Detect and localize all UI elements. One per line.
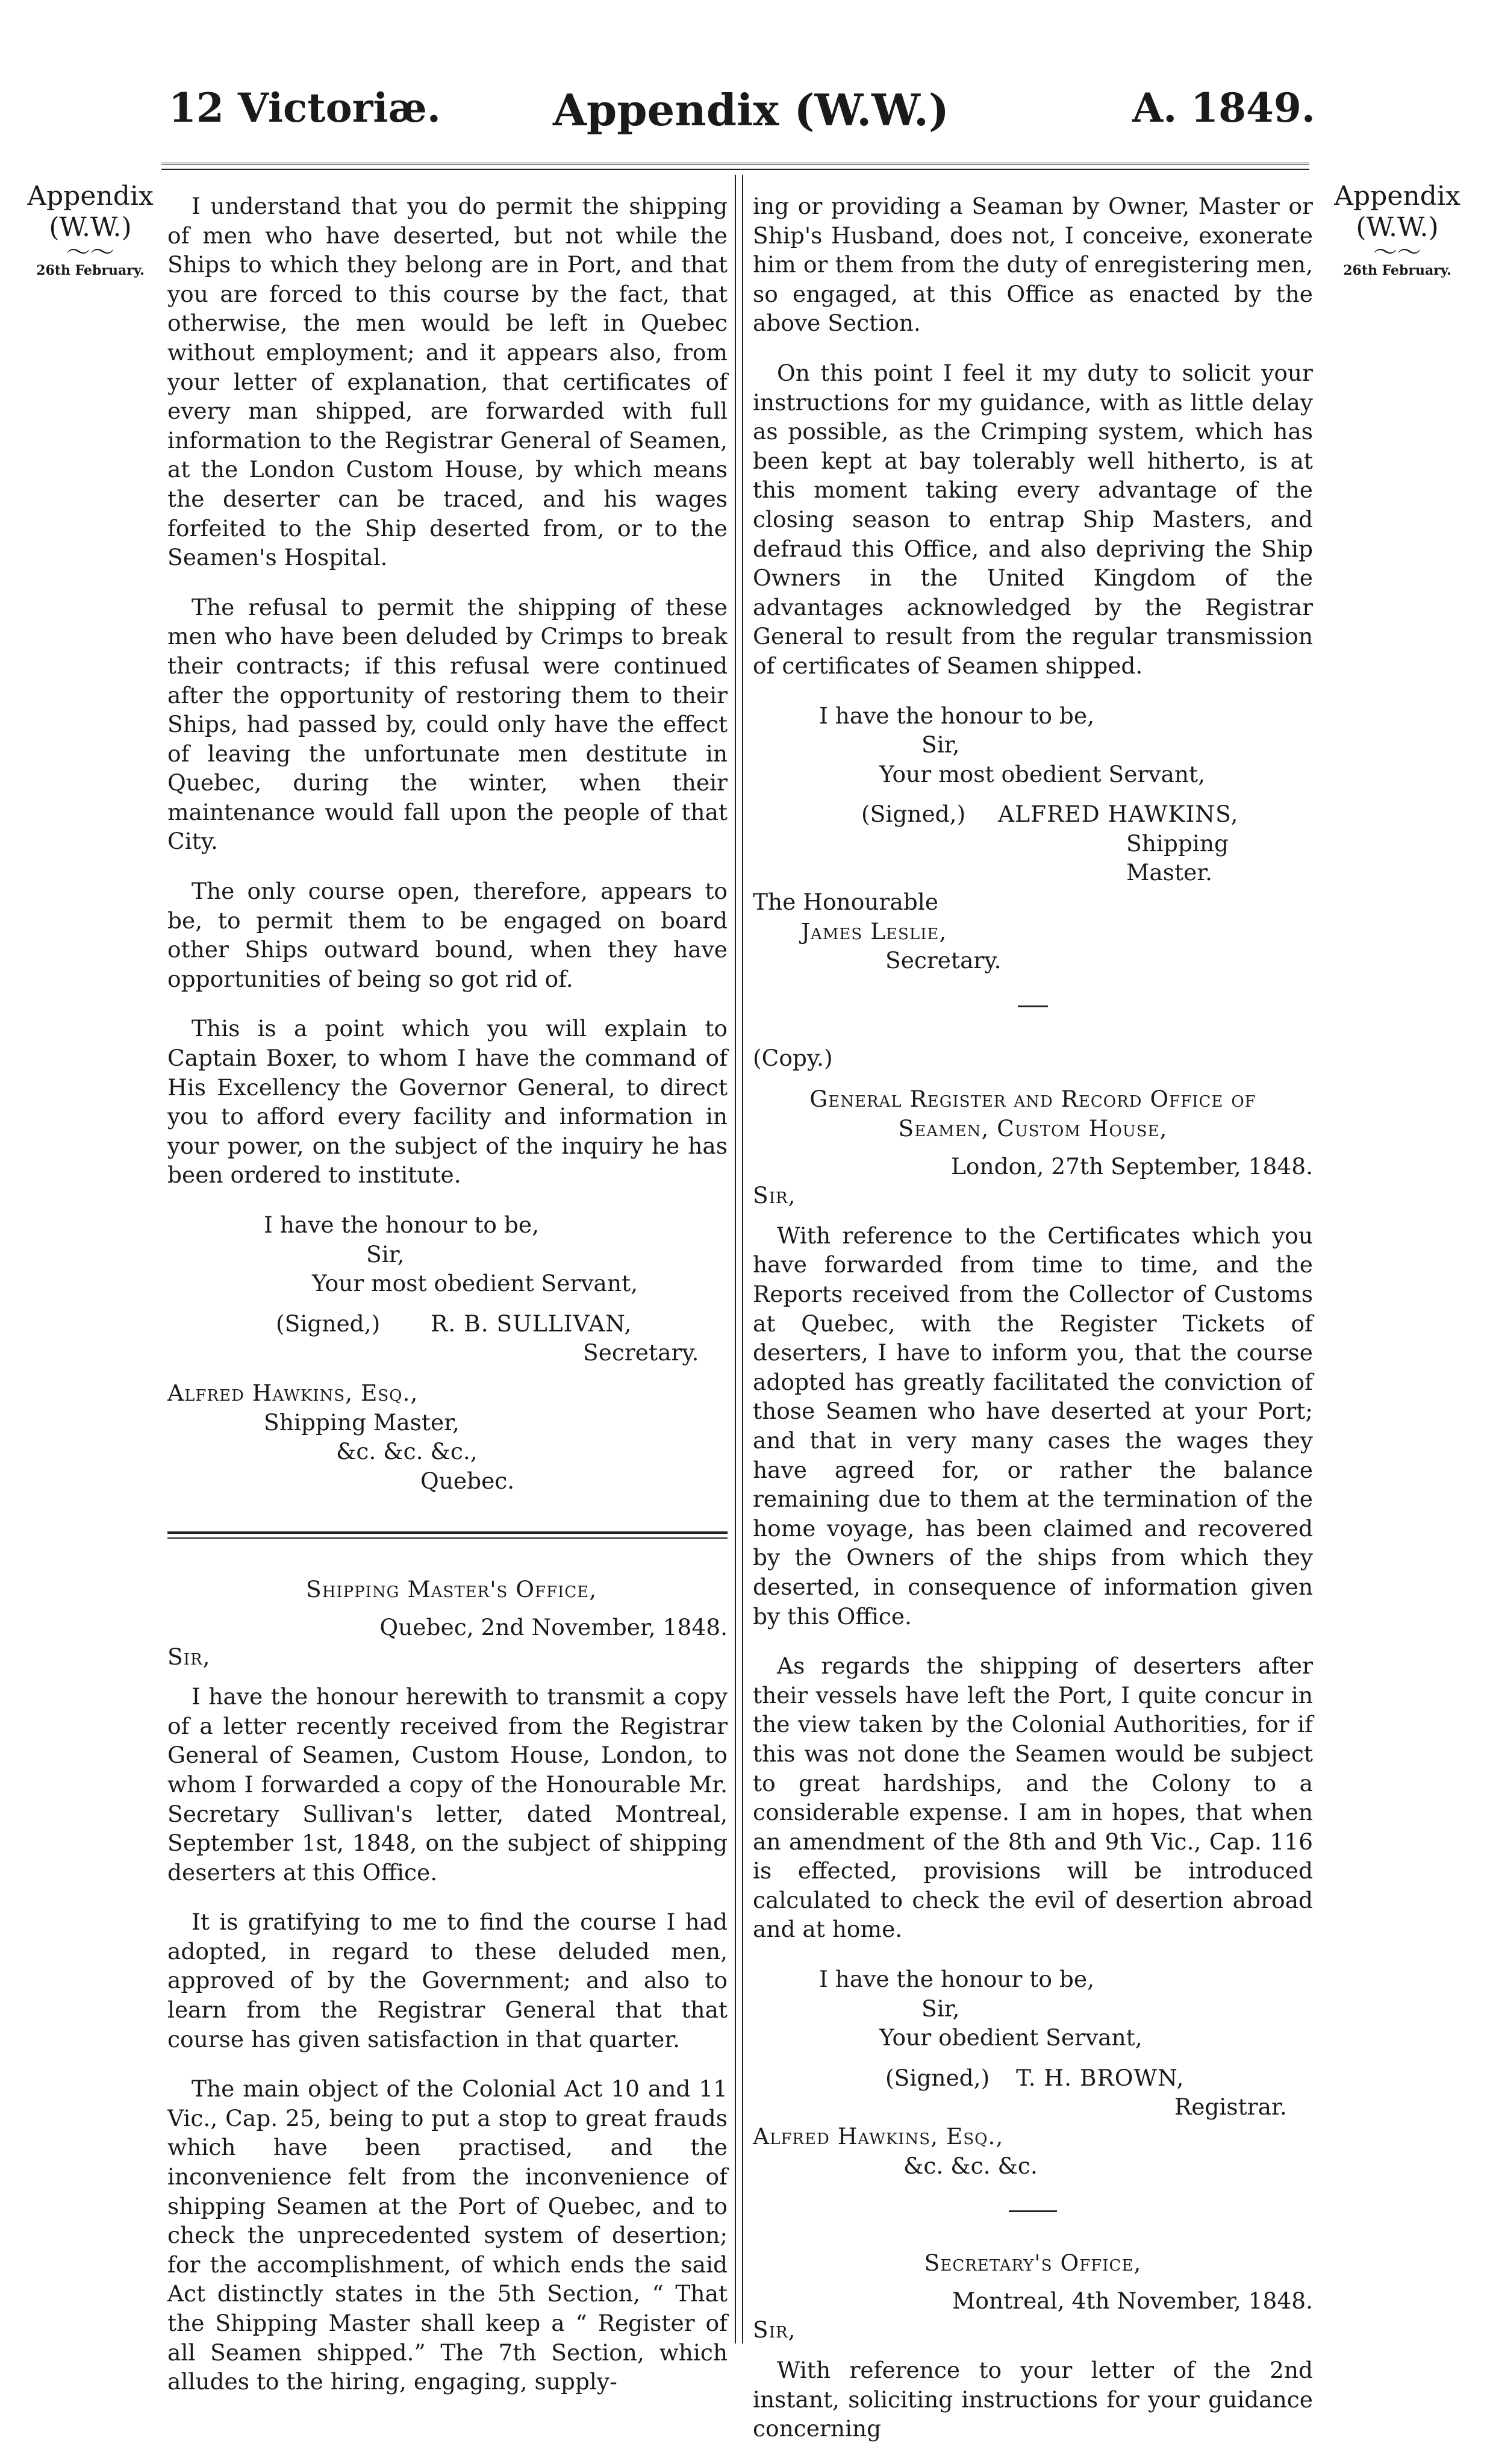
section-rule <box>1009 2210 1057 2212</box>
closing-line: Your most obedient Servant, <box>879 760 1206 787</box>
margin-note-date: 26th February. <box>1343 263 1451 278</box>
paragraph: I understand that you do permit the shipping of men who have deserted, but not while the Ships to which they belong are in Port, and that you are forced to this course by the fact, that otherwise, the men would be left in Quebec without employment; and it appears also, from your letter of explanation, that certificates of every man shipped, are forwarded with full information to the Registrar General of Seamen, at the London Custom House, by which means the deserter can be traced, and his wages forfeited to the Ship deserted from, or to the Seamen's Hospital. <box>167 193 728 571</box>
header-appendix: Appendix (W.W.) <box>553 84 949 136</box>
address-line: &c. &c. &c., <box>336 1438 478 1465</box>
address-line: Quebec. <box>420 1467 515 1494</box>
address-line: The Honourable <box>753 889 938 916</box>
margin-note-sub: (W.W.) <box>49 212 132 243</box>
margin-note-sub: (W.W.) <box>1356 212 1439 243</box>
closing-line: Your obedient Servant, <box>879 2024 1142 2051</box>
margin-note-title: Appendix <box>27 181 154 211</box>
margin-note-left <box>18 181 163 280</box>
address-line: James Leslie, <box>801 918 947 945</box>
dateline: Montreal, 4th November, 1848. <box>952 2287 1313 2314</box>
header-rule <box>161 163 1309 170</box>
closing-line: Your most obedient Servant, <box>312 1270 638 1297</box>
margin-note-ornament: 〜〜 <box>1373 239 1421 266</box>
signer-title: Registrar. <box>1174 2093 1287 2121</box>
signature-line <box>167 1309 728 1339</box>
dateline: Quebec, 2nd November, 1848. <box>379 1613 728 1640</box>
signer-name: ALFRED HAWKINS, <box>998 801 1239 828</box>
closing-line: Sir, <box>921 1995 960 2022</box>
paragraph: The refusal to permit the shipping of these men who have been deluded by Crimps to break their contracts; if this refusal were continued after the opportunity of restoring them to their Ships, had passed by, could only have the effect of leaving the unfortunate men destitute in Quebec, during the winter, when their maintenance would fall upon the people of that City. <box>167 593 728 855</box>
paragraph: With reference to the Certificates which you have forwarded from time to time, and the Reports received from the Collector of Customs at Quebec, with the Register Tickets of deserters, I have to inform you, that the course adopted has greatly facilitated the conviction of those Seamen who have deserted at your Port; and that in very many cases the wages they have agreed for, or rather the balance remaining due to them at the termination of the home voyage, has been claimed and recovered by the Owners of the ships from which they deserted, in consequence of information given by this Office. <box>753 1222 1313 1630</box>
closing-line: Sir, <box>921 731 960 758</box>
address-line: Shipping Master, <box>264 1409 460 1436</box>
margin-note-right <box>1325 181 1470 280</box>
header-year: A. 1849. <box>1132 84 1315 131</box>
closing-line: I have the honour to be, <box>264 1212 540 1238</box>
office-heading: General Register and Record Office of <box>809 1086 1256 1113</box>
office-heading: Shipping Master's Office, <box>306 1576 597 1603</box>
copy-label: (Copy.) <box>753 1044 833 1071</box>
section-rule <box>167 1531 728 1539</box>
header-session: 12 Victoriæ. <box>169 84 441 131</box>
paragraph: ing or providing a Seaman by Owner, Master or Ship's Husband, does not, I conceive, exonerate him or them from the duty of enregistering men, so engaged, at this Office as enacted by the above Section. <box>753 193 1313 337</box>
address-line: Secretary. <box>885 947 1002 974</box>
salutation: Sir, <box>753 2316 796 2344</box>
closing-line: I have the honour to be, <box>819 1966 1095 1993</box>
paragraph: On this point I feel it my duty to solicit your instructions for my guidance, with as little delay as possible, as the Crimping system, which has been kept at bay tolerably well hitherto, is at this moment taking every advantage of the closing season to entrap Ship Masters, and defraud this Office, and also depriving the Ship Owners in the United Kingdom of the advantages acknowledged by the Registrar General to result from the regular transmission of certificates of Seamen shipped. <box>753 359 1313 679</box>
page-header <box>0 78 1490 145</box>
signer-name: R. B. SULLIVAN, <box>431 1310 632 1337</box>
office-heading: Secretary's Office, <box>924 2250 1142 2277</box>
right-column <box>753 192 1313 2464</box>
signature-line <box>753 2063 1313 2093</box>
signer-name: T. H. BROWN, <box>1016 2064 1185 2091</box>
paragraph: As regards the shipping of deserters after their vessels have left the Port, I quite concur in the view taken by the Colonial Authorities, for if this was not done the Seamen would be subject to great hardships, and the Colony to a considerable expense. I am in hopes, that when an amendment of the 8th and 9th Vic., Cap. 116 is effected, provisions will be introduced calculated to check the evil of desertion abroad and at home. <box>753 1653 1313 1943</box>
signer-title: Secretary. <box>583 1339 699 1366</box>
closing-line: I have the honour to be, <box>819 702 1095 729</box>
margin-note-date: 26th February. <box>36 263 145 278</box>
left-column <box>167 192 728 2417</box>
address-line: Alfred Hawkins, Esq., <box>753 2123 1004 2150</box>
address-line: &c. &c. &c. <box>903 2152 1038 2179</box>
signed-label: (Signed,) <box>861 801 966 828</box>
dateline: London, 27th September, 1848. <box>951 1152 1313 1180</box>
signature-line <box>753 799 1313 829</box>
margin-note-ornament: 〜〜 <box>66 239 114 266</box>
signer-title: Shipping Master. <box>1126 830 1229 886</box>
paragraph: This is a point which you will explain to Captain Boxer, to whom I have the command of His Excellency the Governor General, to direct you to afford every facility and information in your power, on the subject of the inquiry he has been ordered to institute. <box>167 1015 728 1189</box>
salutation: Sir, <box>753 1182 796 1209</box>
address-line: Alfred Hawkins, Esq., <box>167 1379 419 1406</box>
paragraph: It is gratifying to me to find the course I had adopted, in regard to these deluded men, approved of by the Government; and also to learn from the Registrar General that that course has given satisfaction in that quarter. <box>167 1909 728 2053</box>
section-rule <box>1018 1005 1048 1007</box>
column-divider <box>735 175 743 2344</box>
paragraph: The only course open, therefore, appears to be, to permit them to be engaged on board other Ships outward bound, when they have opportunities of being so got rid of. <box>167 878 728 992</box>
paragraph: With reference to your letter of the 2nd instant, soliciting instructions for your guidance concerning <box>753 2357 1313 2442</box>
margin-note-title: Appendix <box>1334 181 1460 211</box>
office-heading: Seamen, Custom House, <box>898 1115 1168 1142</box>
paragraph: I have the honour herewith to transmit a copy of a letter recently received from the Registrar General of Seamen, Custom House, London, to whom I forwarded a copy of the Honourable Mr. Secretary Sullivan's letter, dated Montreal, September 1st, 1848, on the subject of shipping deserters at this Office. <box>167 1683 728 1886</box>
signed-label: (Signed,) <box>885 2064 990 2091</box>
paragraph: The main object of the Colonial Act 10 and 11 Vic., Cap. 25, being to put a stop to great frauds which have been practised, and the inconvenience felt from the inconvenience of shipping Seamen at the Port of Quebec, and to check the unprecedented system of desertion; for the accomplishment, of which ends the said Act distinctly states in the 5th Section, “ That the Shipping Master shall keep a “ Register of all Seamen shipped.” The 7th Section, which alludes to the hiring, engaging, supply- <box>167 2075 728 2395</box>
salutation: Sir, <box>167 1643 211 1670</box>
signed-label: (Signed,) <box>276 1310 381 1337</box>
closing-line: Sir, <box>366 1240 405 1268</box>
